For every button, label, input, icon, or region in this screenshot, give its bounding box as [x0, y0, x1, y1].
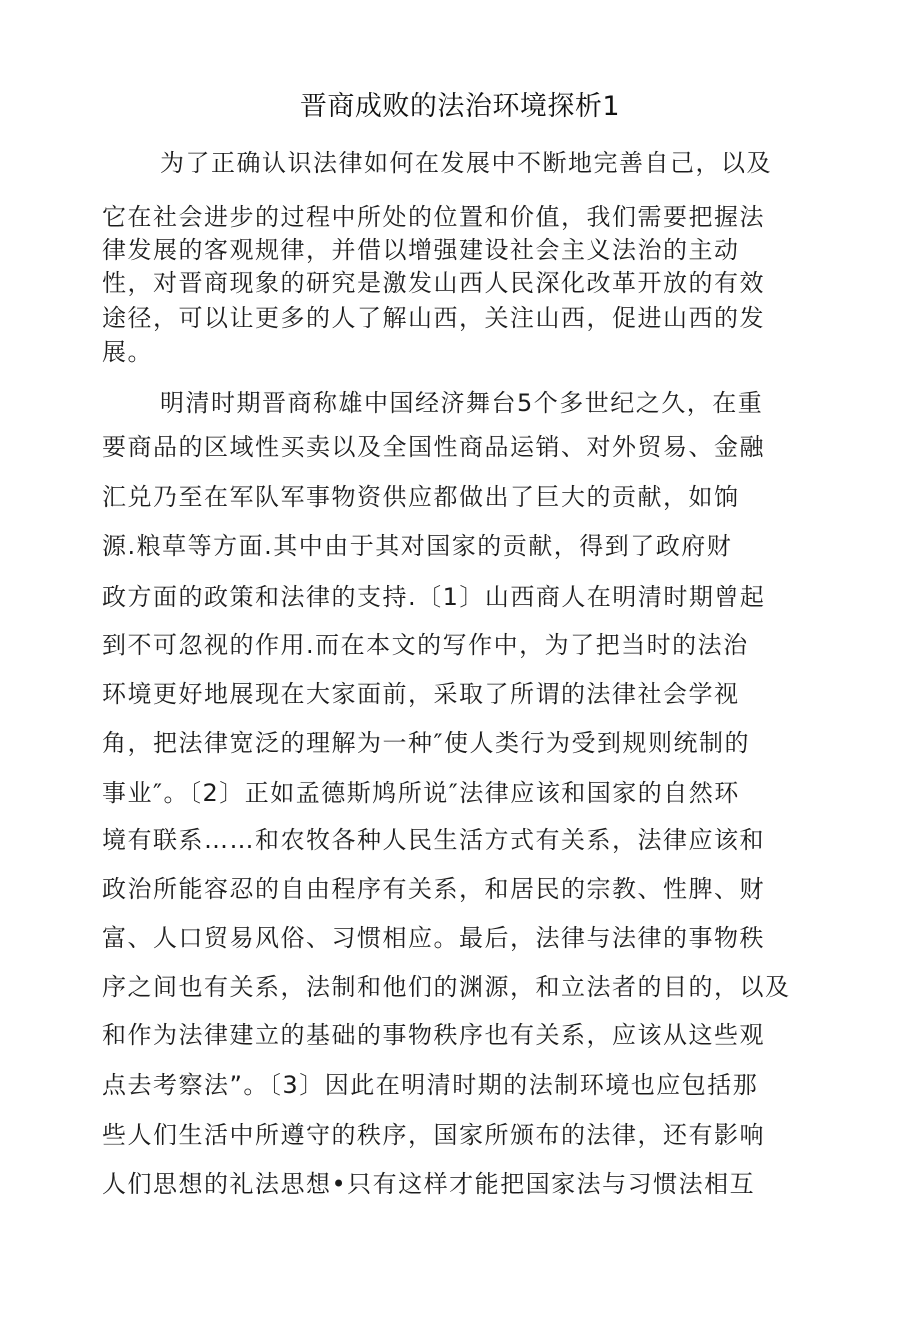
text-line: 事业″。〔2〕正如孟德斯鸠所说″法律应该和国家的自然环 — [102, 779, 740, 807]
text-line: 些人们生活中所遵守的秩序，国家所颁布的法律，还有影响 — [102, 1121, 765, 1149]
text-line: 到不可忽视的作用.而在本文的写作中，为了把当时的法治 — [102, 631, 749, 659]
text-line: 它在社会进步的过程中所处的位置和价值，我们需要把握法 — [102, 203, 765, 231]
text-line: 序之间也有关系，法制和他们的渊源，和立法者的目的，以及 — [102, 973, 791, 1001]
text-line: 途径，可以让更多的人了解山西，关注山西，促进山西的发 — [102, 304, 765, 332]
text-line: 性，对晋商现象的研究是激发山西人民深化改革开放的有效 — [102, 269, 765, 297]
text-line: 角，把法律宽泛的理解为一种″使人类行为受到规则统制的 — [102, 729, 750, 757]
text-line: 点去考察法”。〔3〕因此在明清时期的法制环境也应包括那 — [102, 1071, 759, 1099]
document-title: 晋商成败的法治环境探析1 — [299, 91, 621, 122]
text-line: 展。 — [102, 338, 153, 366]
text-line: 环境更好地展现在大家面前，采取了所谓的法律社会学视 — [102, 680, 740, 708]
text-line: 境有联系……和农牧各种人民生活方式有关系，法律应该和 — [102, 826, 765, 854]
text-line: 政方面的政策和法律的支持.〔1〕山西商人在明清时期曾起 — [102, 583, 766, 611]
text-line: 要商品的区域性买卖以及全国性商品运销、对外贸易、金融 — [102, 433, 765, 461]
text-line: 人们思想的礼法思想•只有这样才能把国家法与习惯法相互 — [102, 1170, 756, 1198]
text-line: 富、人口贸易风俗、习惯相应。最后，法律与法律的事物秩 — [102, 924, 765, 952]
text-line: 为了正确认识法律如何在发展中不断地完善自己，以及 — [160, 149, 772, 177]
text-line: 政治所能容忍的自由程序有关系，和居民的宗教、性脾、财 — [102, 875, 765, 903]
text-line: 明清时期晋商称雄中国经济舞台5个多世纪之久，在重 — [160, 389, 764, 417]
text-line: 源.粮草等方面.其中由于其对国家的贡献，得到了政府财 — [102, 532, 733, 560]
text-line: 和作为法律建立的基础的事物秩序也有关系，应该从这些观 — [102, 1021, 765, 1049]
text-line: 汇兑乃至在军队军事物资供应都做出了巨大的贡献，如饷 — [102, 483, 740, 511]
text-line: 律发展的客观规律，并借以增强建设社会主义法治的主动 — [102, 236, 740, 264]
